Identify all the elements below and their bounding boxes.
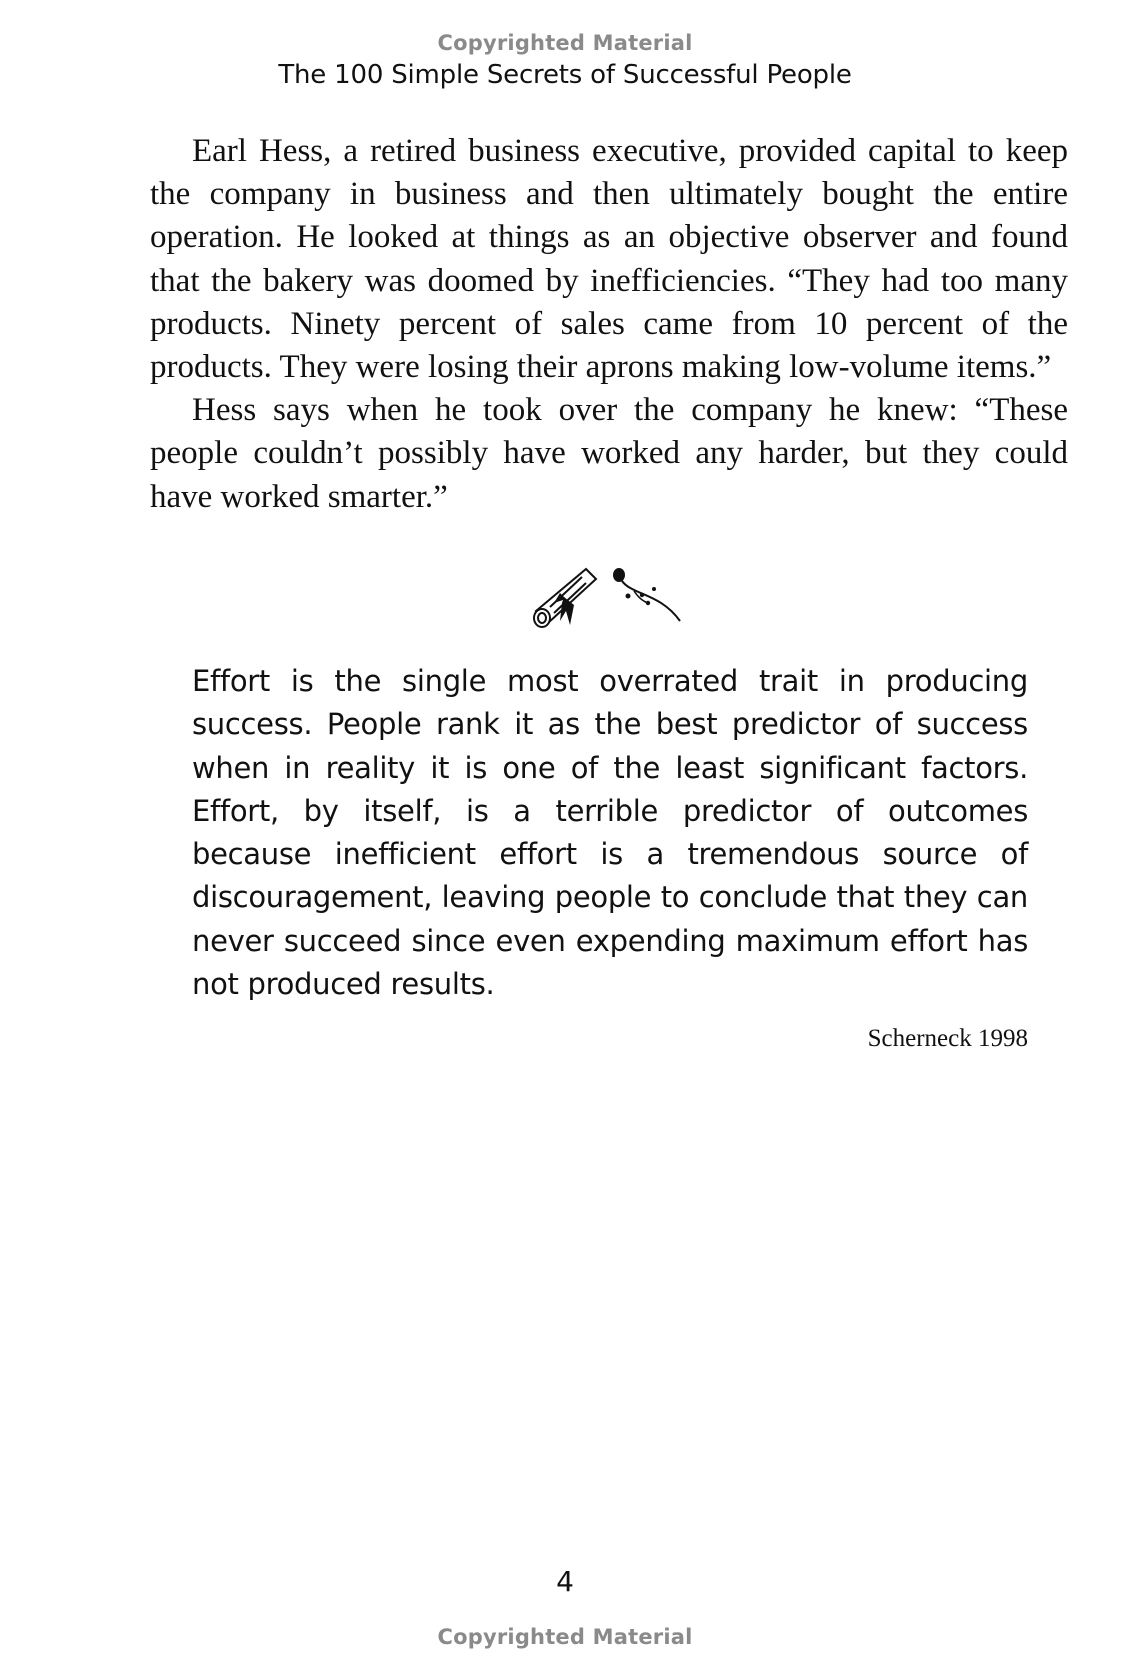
copyright-watermark-top: Copyrighted Material <box>437 31 693 55</box>
quote-attribution: Scherneck 1998 <box>867 1025 1028 1052</box>
running-head-title: The 100 Simple Secrets of Successful People <box>278 60 852 90</box>
scroll-and-rose-icon <box>530 563 695 638</box>
page-number: 4 <box>556 1565 574 1598</box>
copyright-watermark-bottom: Copyrighted Material <box>437 1625 693 1649</box>
block-quote <box>192 660 1028 1006</box>
body-text <box>150 130 1068 519</box>
body-paragraph: Hess says when he took over the company he knew: “These people couldn’t possibly have worked any harder, but they could have worked smarter.” <box>150 392 1068 515</box>
body-paragraph: Earl Hess, a retired business executive, provided capital to keep the company in business and then ultimately bought the entire operation. He looked at things as an objective observer and found that the bakery was doomed by inefficiencies. “They had too many products. Ninety percent of sales came from 10 percent of the products. They were losing their aprons making low-volume items.” <box>150 133 1068 386</box>
quote-text: Effort is the single most overrated trait in producing success. People rank it as the best predictor of success when in reality it is one of the least significant factors. Effort, by itself, is a terrible predictor of outcomes because inefficient effort is a tremendous source of discouragement, leaving people to conclude that they can never succeed since even expending maximum effort has not produced results. <box>192 664 1028 1002</box>
